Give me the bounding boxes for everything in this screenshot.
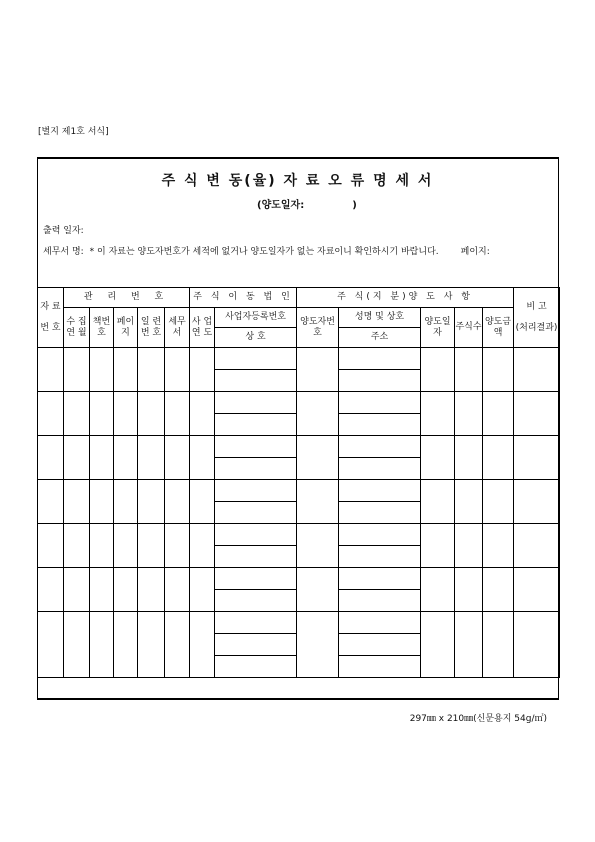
table-row [38, 612, 560, 634]
table-cell[interactable] [165, 524, 190, 568]
table-cell[interactable] [165, 612, 190, 678]
table-cell[interactable] [38, 436, 64, 480]
table-cell[interactable] [38, 568, 64, 612]
header-transfer-date: 양도일자 [421, 308, 455, 348]
table-cell[interactable] [215, 656, 297, 678]
table-cell[interactable] [455, 480, 483, 524]
table-cell[interactable] [483, 524, 514, 568]
table-cell[interactable] [483, 436, 514, 480]
header-page: 페이지 [114, 308, 138, 348]
table-cell[interactable] [297, 568, 339, 612]
form-number: [별지 제1호 서식] [38, 127, 109, 137]
table-cell[interactable] [90, 524, 114, 568]
table-cell[interactable] [514, 392, 560, 436]
table-cell[interactable] [215, 524, 297, 546]
header-biz-reg-no: 사업자등록번호 [215, 308, 297, 328]
table-cell[interactable] [215, 634, 297, 656]
table-cell[interactable] [38, 524, 64, 568]
table-cell[interactable] [339, 634, 421, 656]
table-cell[interactable] [215, 436, 297, 458]
table-cell[interactable] [215, 568, 297, 590]
table-cell[interactable] [64, 480, 90, 524]
table-cell[interactable] [514, 524, 560, 568]
table-cell[interactable] [114, 348, 138, 392]
table-cell[interactable] [114, 612, 138, 678]
table-cell[interactable] [215, 458, 297, 480]
table-cell[interactable] [514, 568, 560, 612]
header-mgmt: 관 리 번 호 [64, 288, 190, 308]
table-cell[interactable] [483, 612, 514, 678]
header-name-trade: 성명 및 상호 [339, 308, 421, 328]
table-cell[interactable] [339, 370, 421, 392]
table-cell[interactable] [215, 414, 297, 436]
header-remarks: 비 고 (처리결과) [514, 288, 560, 348]
table-cell[interactable] [138, 524, 165, 568]
table-cell[interactable] [215, 502, 297, 524]
table-cell[interactable] [421, 612, 455, 678]
table-cell[interactable] [455, 612, 483, 678]
table-cell[interactable] [339, 436, 421, 458]
table-cell[interactable] [483, 480, 514, 524]
table-cell[interactable] [138, 480, 165, 524]
header-collect: 수 집 연 월 [64, 308, 90, 348]
table-cell[interactable] [90, 480, 114, 524]
table-cell[interactable] [455, 392, 483, 436]
table-cell[interactable] [421, 524, 455, 568]
table-cell[interactable] [339, 348, 421, 370]
table-row [38, 480, 560, 502]
paper-spec: 297㎜ x 210㎜(신문용지 54g/㎡) [409, 714, 547, 724]
table-cell[interactable] [455, 436, 483, 480]
table-cell[interactable] [138, 348, 165, 392]
table-cell[interactable] [165, 348, 190, 392]
table-cell[interactable] [215, 480, 297, 502]
header-row-1 [38, 288, 560, 308]
table-cell[interactable] [64, 524, 90, 568]
table-cell[interactable] [165, 480, 190, 524]
table-cell[interactable] [215, 348, 297, 370]
table-cell[interactable] [215, 590, 297, 612]
table-cell[interactable] [190, 436, 215, 480]
table-cell[interactable] [297, 348, 339, 392]
table-cell[interactable] [90, 392, 114, 436]
table-cell[interactable] [138, 568, 165, 612]
table-cell[interactable] [64, 612, 90, 678]
table-cell[interactable] [64, 436, 90, 480]
header-transferor-no: 양도자번호 [297, 308, 339, 348]
table-cell[interactable] [114, 480, 138, 524]
table-cell[interactable] [90, 436, 114, 480]
header-amount: 양도금액 [483, 308, 514, 348]
table-cell[interactable] [339, 612, 421, 634]
table-cell[interactable] [339, 590, 421, 612]
table-cell[interactable] [514, 480, 560, 524]
table-cell[interactable] [215, 612, 297, 634]
table-cell[interactable] [190, 524, 215, 568]
table-row [38, 348, 560, 370]
table-cell[interactable] [339, 480, 421, 502]
table-cell[interactable] [339, 502, 421, 524]
table-cell[interactable] [339, 392, 421, 414]
table-cell[interactable] [190, 480, 215, 524]
header-serial: 일 련 번 호 [138, 308, 165, 348]
table-row [38, 436, 560, 458]
transfer-date-label: (양도일자: [257, 200, 305, 211]
table-cell[interactable] [114, 524, 138, 568]
table-cell[interactable] [297, 480, 339, 524]
header-address: 주소 [339, 328, 421, 348]
table-cell[interactable] [215, 546, 297, 568]
table-cell[interactable] [165, 436, 190, 480]
header-shares: 주식수 [455, 308, 483, 348]
header-row-2 [38, 308, 560, 328]
table-cell[interactable] [138, 436, 165, 480]
table-cell[interactable] [421, 480, 455, 524]
table-cell[interactable] [455, 568, 483, 612]
table-cell[interactable] [297, 436, 339, 480]
table-cell[interactable] [190, 392, 215, 436]
header-corp: 주 식 이 동 법 인 [190, 288, 297, 308]
transfer-date-line [257, 196, 357, 211]
header-data-no: 자 료 번 호 [38, 288, 64, 348]
header-book-no: 책번호 [90, 308, 114, 348]
table-cell[interactable] [455, 524, 483, 568]
table-cell[interactable] [138, 392, 165, 436]
table-cell[interactable] [339, 458, 421, 480]
table-cell[interactable] [514, 436, 560, 480]
table-cell[interactable] [339, 524, 421, 546]
header-transfer: 주 식(지 분)양 도 사 항 [297, 288, 514, 308]
table-cell[interactable] [339, 414, 421, 436]
table-cell[interactable] [514, 612, 560, 678]
table-cell[interactable] [421, 436, 455, 480]
error-detail-table [37, 287, 560, 678]
table-cell[interactable] [90, 568, 114, 612]
table-cell[interactable] [339, 568, 421, 590]
table-cell[interactable] [38, 392, 64, 436]
table-cell[interactable] [455, 348, 483, 392]
header-biz-year: 사 업 연 도 [190, 308, 215, 348]
print-date-label: 출력 일자: [43, 226, 84, 236]
table-cell[interactable] [215, 392, 297, 414]
table-cell[interactable] [64, 392, 90, 436]
table-cell[interactable] [90, 612, 114, 678]
table-cell[interactable] [190, 612, 215, 678]
table-cell[interactable] [165, 568, 190, 612]
table-row [38, 392, 560, 414]
table-cell[interactable] [64, 348, 90, 392]
page-label: 페이지: [460, 247, 490, 257]
table-cell[interactable] [339, 546, 421, 568]
table-cell[interactable] [138, 612, 165, 678]
table-cell[interactable] [339, 656, 421, 678]
table-cell[interactable] [514, 348, 560, 392]
table-row [38, 568, 560, 590]
table-cell[interactable] [297, 524, 339, 568]
table-cell[interactable] [114, 568, 138, 612]
table-row [38, 524, 560, 546]
table-cell[interactable] [114, 392, 138, 436]
header-trade-name: 상 호 [215, 328, 297, 348]
table-cell[interactable] [421, 568, 455, 612]
table-cell[interactable] [297, 612, 339, 678]
table-cell[interactable] [38, 480, 64, 524]
table-cell[interactable] [421, 348, 455, 392]
table-cell[interactable] [215, 370, 297, 392]
table-cell[interactable] [64, 568, 90, 612]
table-cell[interactable] [90, 348, 114, 392]
notice-text: * 이 자료는 양도자번호가 세적에 없거나 양도일자가 없는 자료이니 확인하시기 바랍니다. [89, 247, 439, 257]
tax-office-line [43, 244, 490, 257]
table-cell[interactable] [297, 392, 339, 436]
tax-office-label: 세무서 명: [43, 247, 84, 257]
table-cell[interactable] [421, 392, 455, 436]
table-cell[interactable] [190, 568, 215, 612]
table-cell[interactable] [190, 348, 215, 392]
table-cell[interactable] [38, 348, 64, 392]
form-title: 주 식 변 동(율) 자 료 오 류 명 세 서 [161, 173, 434, 189]
table-cell[interactable] [483, 568, 514, 612]
table-cell[interactable] [114, 436, 138, 480]
table-cell[interactable] [38, 612, 64, 678]
table-cell[interactable] [165, 392, 190, 436]
table-cell[interactable] [483, 392, 514, 436]
transfer-date-close: ) [352, 200, 357, 211]
table-cell[interactable] [483, 348, 514, 392]
header-tax-office: 세무서 [165, 308, 190, 348]
